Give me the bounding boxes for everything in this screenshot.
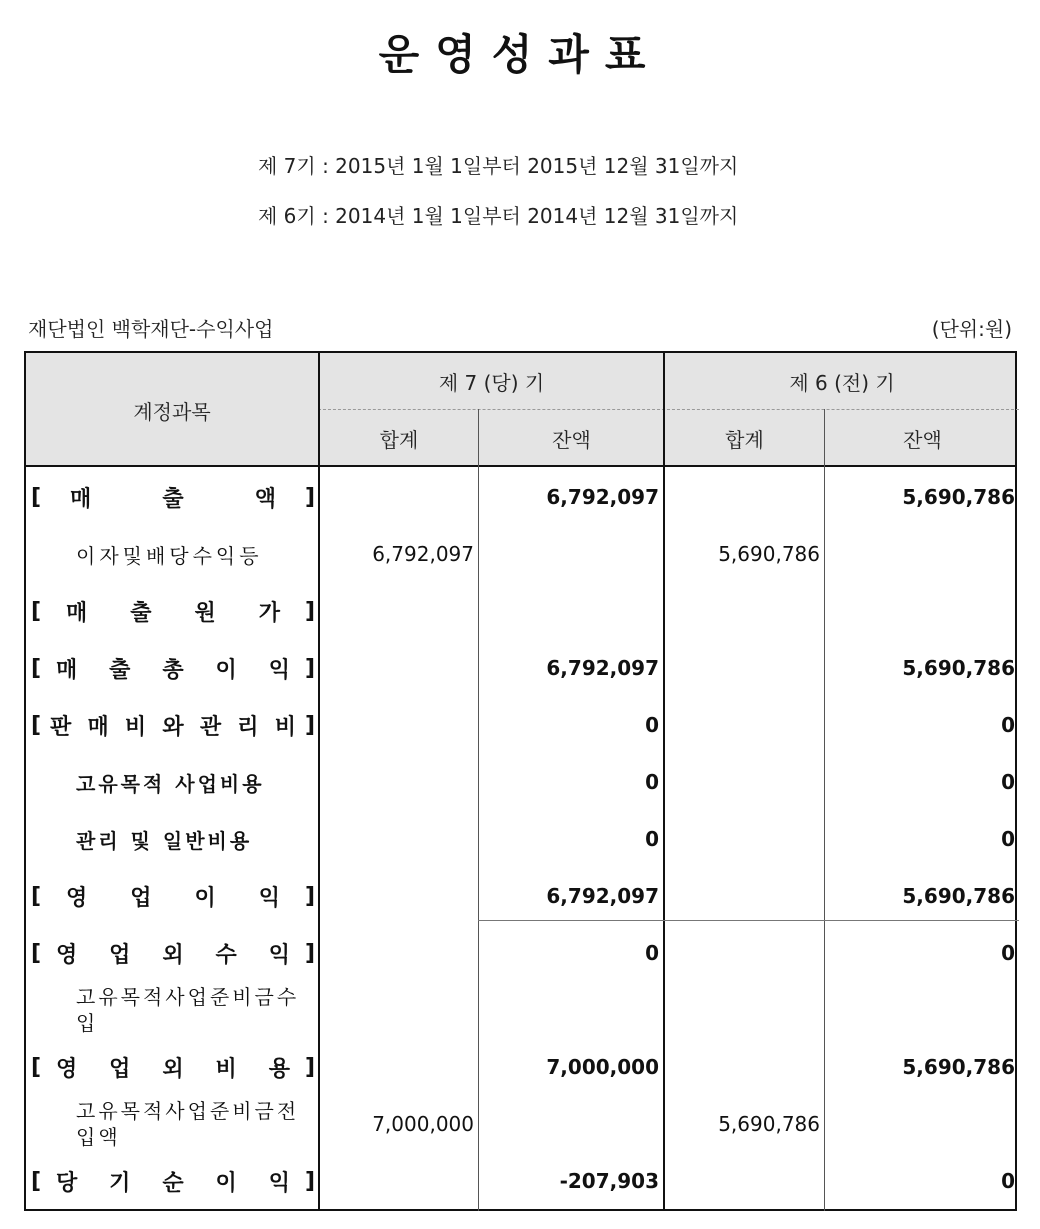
cur-balance-purpose-expense: 0 [645, 770, 659, 794]
row-label-purpose-expense: 고유목적 사업비용 [76, 771, 265, 796]
statement-table [24, 351, 1017, 1211]
cur-balance-admin-expense: 0 [645, 827, 659, 851]
pri-balance-sga: 0 [1001, 713, 1015, 737]
col-divider-period [663, 353, 665, 1209]
header-current-period: 제 7 (당) 기 [438, 370, 545, 395]
unit-label: (단위:원) [931, 317, 1012, 341]
row-label-operating-income: [ 영 업 이 익 ] [30, 883, 316, 911]
pri-balance-nonop-income: 0 [1001, 941, 1015, 965]
organization-name: 재단법인 백학재단-수익사업 [28, 317, 274, 341]
pri-balance-gross-profit: 5,690,786 [902, 656, 1015, 680]
row-label-sga: [ 판 매 비 와 관 리 비 ] [30, 712, 316, 740]
pri-balance-nonop-expense: 5,690,786 [902, 1055, 1015, 1079]
row-label-reserve-income: 고유목적사업준비금수입 [76, 985, 300, 1035]
pri-balance-net-income: 0 [1001, 1169, 1015, 1193]
cur-total-interest: 6,792,097 [372, 542, 474, 566]
cur-balance-net-income: -207,903 [559, 1169, 659, 1193]
header-cur-balance: 잔액 [552, 427, 591, 452]
pri-balance-purpose-expense: 0 [1001, 770, 1015, 794]
cur-balance-gross-profit: 6,792,097 [546, 656, 659, 680]
row-label-cogs: [ 매 출 원 가 ] [30, 598, 316, 626]
row-label-nonop-expense: [ 영 업 외 비 용 ] [30, 1054, 316, 1082]
row-label-admin-expense: 관리 및 일반비용 [76, 828, 253, 853]
header-account: 계정과목 [133, 399, 211, 424]
row-label-gross-profit: [ 매 출 총 이 익 ] [30, 655, 316, 683]
period-current: 제 7기 : 2015년 1월 1일부터 2015년 12월 31일까지 [258, 154, 739, 178]
pri-total-interest: 5,690,786 [718, 542, 820, 566]
header-cur-total: 합계 [379, 427, 419, 452]
header-prior-period: 제 6 (전) 기 [789, 370, 895, 395]
cur-balance-sales: 6,792,097 [546, 485, 659, 509]
cur-balance-nonop-income: 0 [645, 941, 659, 965]
page-title: 운영성과표 [378, 30, 662, 79]
row-label-sales: [ 매 출 액 ] [26, 469, 320, 525]
pri-balance-admin-expense: 0 [1001, 827, 1015, 851]
col-divider-cur [478, 409, 479, 1211]
row-label-nonop-income: [ 영 업 외 수 익 ] [30, 940, 316, 968]
cur-balance-operating-income: 6,792,097 [546, 884, 659, 908]
cur-total-reserve-transfer: 7,000,000 [372, 1112, 474, 1136]
col-divider-pri [824, 409, 825, 1211]
pri-total-reserve-transfer: 5,690,786 [718, 1112, 820, 1136]
cur-balance-nonop-expense: 7,000,000 [546, 1055, 659, 1079]
cur-balance-sga: 0 [645, 713, 659, 737]
row-label-net-income: [ 당 기 순 이 익 ] [30, 1168, 316, 1196]
row-label-text: 매 출 액 [70, 486, 276, 512]
pri-balance-sales: 5,690,786 [902, 485, 1015, 509]
header-pri-balance: 잔액 [903, 427, 942, 452]
row-label-reserve-transfer: 고유목적사업준비금전입액 [76, 1099, 300, 1149]
period-prior: 제 6기 : 2014년 1월 1일부터 2014년 12월 31일까지 [258, 204, 739, 228]
row-label-interest: 이자및배당수익등 [76, 543, 263, 568]
pri-balance-operating-income: 5,690,786 [902, 884, 1015, 908]
header-pri-total: 합계 [725, 427, 764, 452]
